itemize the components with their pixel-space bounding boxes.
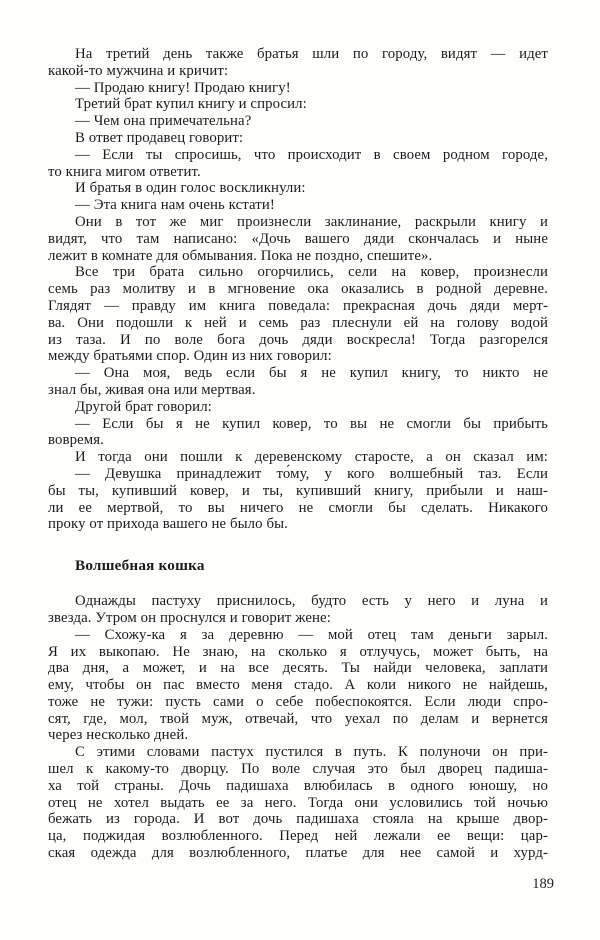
paragraph [48, 96, 548, 113]
text-line: — Эта книга нам очень кстати! [75, 197, 275, 214]
text-line: В ответ продавец говорит: [75, 129, 244, 146]
paragraph [48, 365, 548, 399]
story-end-block [48, 46, 548, 533]
paragraph [48, 416, 548, 450]
text-line: Другой брат говорил: [75, 398, 212, 415]
paragraph [48, 214, 548, 264]
text-line: сят, где, мол, твой муж, отвечай, что уехал по делам и вернется [48, 710, 548, 727]
text-line: два дня, а может, и на все десять. Ты найди человека, заплати [48, 660, 548, 677]
paragraph [48, 130, 548, 147]
text-line: ему, чтобы он пас вместо меня стадо. А коли никого не найдешь, [48, 677, 548, 694]
text-line: — Она моя, ведь если бы я не купил книгу, то никто не [75, 365, 548, 382]
text-line: лежит в комнате для обмывания. Пока не поздно, спешите». [48, 247, 433, 264]
paragraph [48, 147, 548, 181]
text-line: звезда. Утром он проснулся и говорит жене: [48, 609, 331, 626]
paragraph [48, 46, 548, 80]
section-heading: Волшебная кошка [75, 557, 205, 575]
text-line: между братьями спор. Один из них говорил: [48, 348, 332, 365]
paragraph [48, 466, 548, 533]
text-line: ца, поджидая возлюбленного. Перед ней лежали ее вещи: цар- [48, 828, 548, 845]
text-line: отец не хотел выдать ее за него. Тогда они условились той ночью [48, 794, 548, 811]
text-line: бы ты, купивший ковер, и ты, купивший книгу, прибыли и наш- [48, 482, 548, 499]
text-line: Я их выкопаю. Не знаю, на сколько я отлучусь, может быть, на [48, 643, 548, 660]
paragraph [48, 627, 548, 745]
text-line: С этими словами пастух пустился в путь. К полуночи он при- [75, 744, 548, 761]
text-line: семь раз молитву и в мгновение ока оказались в родной деревне. [48, 281, 548, 298]
text-line: — Если ты спросишь, что происходит в своем родном городе, [75, 146, 548, 163]
text-line: ская одежда для возлюбленного, платье для нее самой и хурд- [48, 845, 548, 862]
paragraph [48, 80, 548, 97]
text-line: из таза. И по воле бога дочь дяди воскресла! Тогда разгорелся [48, 331, 548, 348]
text-line: знал бы, живая она или мертвая. [48, 381, 256, 398]
text-line: И братья в один голос воскликнули: [75, 180, 306, 197]
text-line: ва. Они подошли к ней и семь раз плеснули ей на голову водой [48, 314, 548, 331]
text-line: видят, что там написано: «Дочь вашего дяди скончалась и ныне [48, 230, 548, 247]
paragraph [48, 264, 548, 365]
paragraph [48, 593, 548, 627]
text-line: И тогда они пошли к деревенскому старосте, а он сказал им: [75, 449, 548, 466]
text-line: то книга мигом ответит. [48, 163, 201, 180]
text-line: Они в тот же миг произнесли заклинание, раскрыли книгу и [75, 213, 548, 230]
text-line: через несколько дней. [48, 727, 189, 744]
text-line: проку от прихода вашего не было бы. [48, 516, 288, 533]
text-line: Все три брата сильно огорчились, сели на ковер, произнесли [75, 264, 548, 281]
page-number: 189 [532, 876, 554, 892]
text-line: На третий день также братья шли по городу, видят — идет [75, 46, 548, 62]
paragraph [48, 744, 548, 862]
text-line: какой-то мужчина и кричит: [48, 62, 229, 79]
paragraph [48, 449, 548, 466]
text-line: вовремя. [48, 432, 104, 449]
text-line: Третий брат купил книгу и спросил: [75, 96, 307, 113]
text-line: — Девушка принадлежит то́му, у кого волшебный таз. Если [75, 465, 548, 482]
text-line: — Если бы я не купил ковер, то вы не смогли бы прибыть [75, 415, 548, 432]
text-line: Глядят — правду им книга поведала: прекрасная дочь дяди мерт- [48, 297, 548, 314]
text-block [48, 46, 548, 862]
text-line: ли ее мертвой, то вы ничего не смогли бы сделать. Никакого [48, 499, 548, 516]
story-magic-cat-block [48, 593, 548, 862]
text-line: ха той страны. Дочь падишаха влюбилась в одного юношу, но [48, 777, 548, 794]
text-line: тоже не тужи: пусть сами о себе побеспокоятся. Если люди спро- [48, 693, 548, 710]
text-line: бежать из города. И вот дочь падишаха стояла на крыше двор- [48, 811, 548, 828]
paragraph [48, 197, 548, 214]
text-line: — Продаю книгу! Продаю книгу! [75, 79, 291, 96]
text-line: — Чем она примечательна? [75, 113, 252, 130]
text-line: шел к какому-то дворцу. По воле случая это был дворец падиша- [48, 761, 548, 778]
paragraph [48, 113, 548, 130]
paragraph [48, 180, 548, 197]
text-line: — Схожу-ка я за деревню — мой отец там деньги зарыл. [75, 626, 548, 643]
text-line: Однажды пастуху приснилось, будто есть у него и луна и [75, 593, 548, 610]
paragraph [48, 399, 548, 416]
